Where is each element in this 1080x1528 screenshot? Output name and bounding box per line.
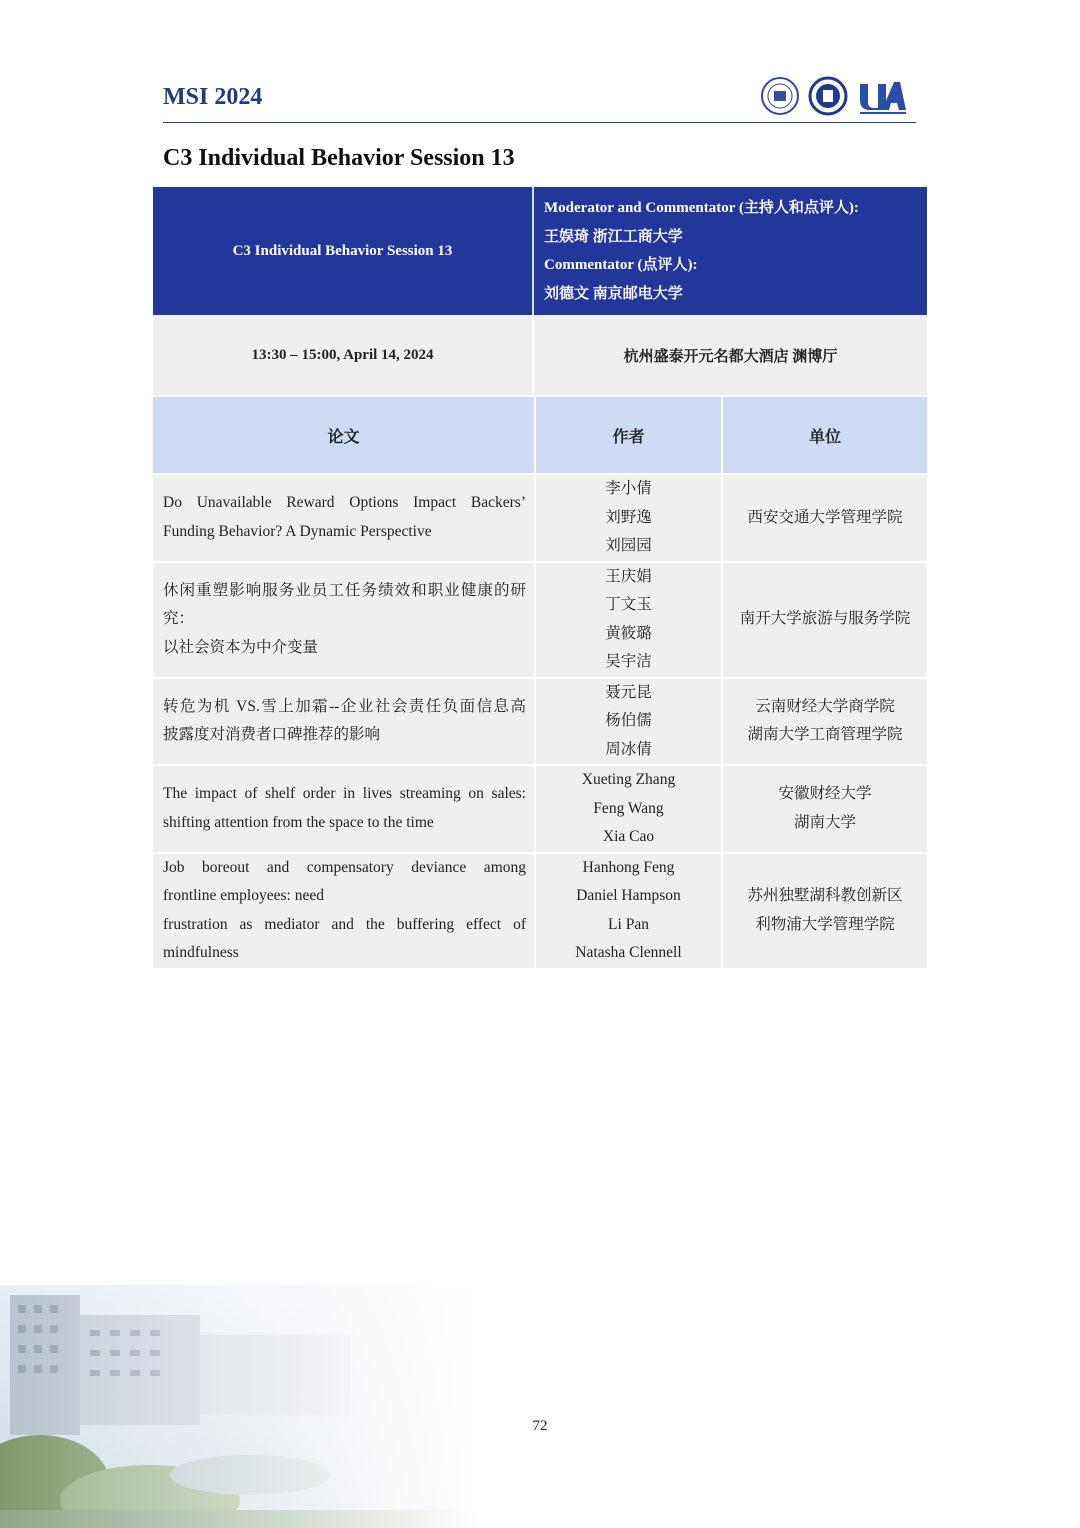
university-emblem-icon <box>808 76 848 116</box>
paper-authors: 李小倩 刘野逸 刘园园 <box>534 473 721 561</box>
commentator-label: Commentator (点评人): <box>544 257 698 273</box>
page-number: 72 <box>532 1418 548 1434</box>
table-row <box>153 764 927 852</box>
moderator-name: 王娱琦 浙江工商大学 <box>544 228 683 245</box>
paper-unit: 云南财经大学商学院 湖南大学工商管理学院 <box>721 677 927 765</box>
table-row <box>153 561 927 677</box>
column-header-unit: 单位 <box>721 395 927 473</box>
session-moderators <box>534 187 927 315</box>
section-title: C3 Individual Behavior Session 13 <box>163 145 515 171</box>
paper-title: The impact of shelf order in lives streaming on sales: shifting attention from the space to the time <box>153 764 534 852</box>
paper-authors: 王庆娟 丁文玉 黄筱璐 吴宇洁 <box>534 561 721 677</box>
session-name: C3 Individual Behavior Session 13 <box>153 187 534 315</box>
paper-title: Do Unavailable Reward Options Impact Backers’ Funding Behavior? A Dynamic Perspective <box>153 473 534 561</box>
header-rule <box>163 122 916 123</box>
table-row <box>153 473 927 561</box>
table-row <box>153 677 927 765</box>
paper-title: 休闲重塑影响服务业员工任务绩效和职业健康的研 究： 以社会资本为中介变量 <box>153 561 534 677</box>
paper-unit: 西安交通大学管理学院 <box>721 473 927 561</box>
ua-logo-icon <box>856 76 908 116</box>
paper-unit: 安徽财经大学 湖南大学 <box>721 764 927 852</box>
paper-authors: Hanhong Feng Daniel Hampson Li Pan Natasha Clennell <box>534 852 721 968</box>
moderator-label: Moderator and Commentator (主持人和点评人): <box>544 200 859 216</box>
paper-title: 转危为机 VS.雪上加霜--企业社会责任负面信息高 披露度对消费者口碑推荐的影响 <box>153 677 534 765</box>
header-logos <box>760 76 908 116</box>
paper-unit: 南开大学旅游与服务学院 <box>721 561 927 677</box>
session-venue: 杭州盛泰开元名都大酒店 渊博厅 <box>534 315 927 395</box>
paper-authors: 聂元昆 杨伯儒 周冰倩 <box>534 677 721 765</box>
session-time: 13:30 – 15:00, April 14, 2024 <box>153 315 534 395</box>
paper-authors: Xueting Zhang Feng Wang Xia Cao <box>534 764 721 852</box>
paper-title: Job boreout and compensatory deviance among frontline employees: need frustration as mediator and the buffering effect of mindfulness <box>153 852 534 968</box>
commentator-name: 刘德文 南京邮电大学 <box>544 285 683 302</box>
column-header-authors: 作者 <box>534 395 721 473</box>
session-table <box>153 187 927 968</box>
university-seal-icon <box>760 76 800 116</box>
table-row <box>153 852 927 968</box>
paper-unit: 苏州独墅湖科教创新区 利物浦大学管理学院 <box>721 852 927 968</box>
header-title: MSI 2024 <box>163 84 263 110</box>
column-header-paper: 论文 <box>153 395 534 473</box>
campus-photo <box>0 1285 480 1528</box>
